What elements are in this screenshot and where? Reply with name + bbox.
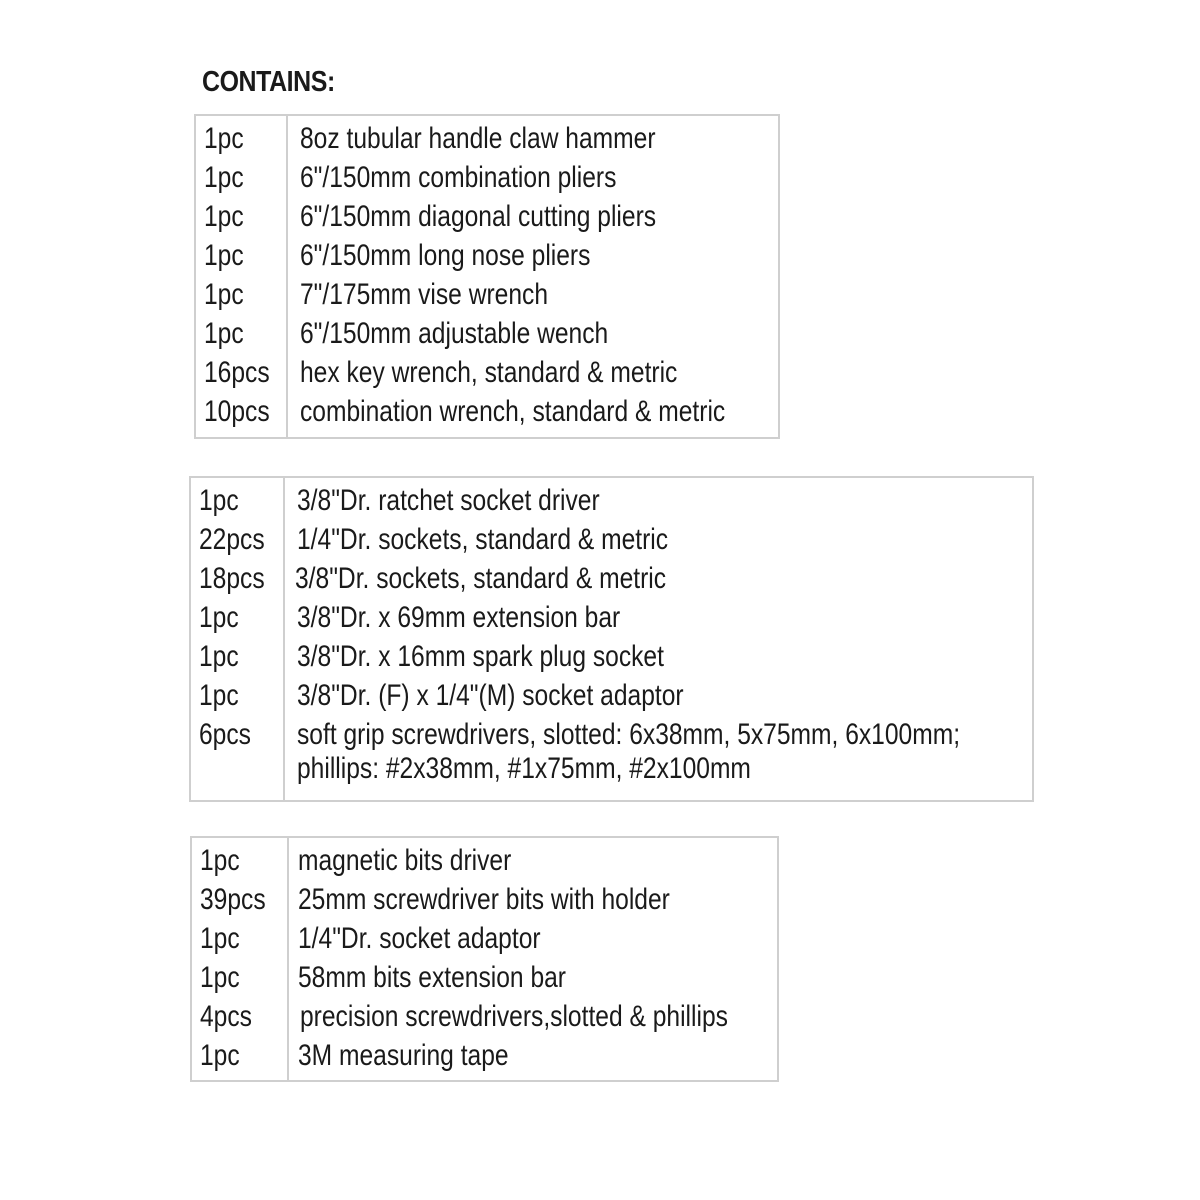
item-description: hex key wrench, standard & metric <box>300 356 678 389</box>
item-description: magnetic bits driver <box>298 844 512 877</box>
item-quantity: 1pc <box>200 961 240 994</box>
contents-table-group-1 <box>194 114 780 439</box>
item-description: 1/4"Dr. sockets, standard & metric <box>297 523 669 556</box>
item-quantity: 1pc <box>199 640 239 673</box>
item-description <box>297 715 960 784</box>
item-quantity: 1pc <box>199 484 239 517</box>
column-divider <box>283 478 285 800</box>
item-quantity: 18pcs <box>199 562 265 595</box>
item-description: 3/8"Dr. x 69mm extension bar <box>297 601 621 634</box>
contains-heading: CONTAINS: <box>202 66 335 98</box>
item-quantity: 10pcs <box>204 395 270 428</box>
item-quantity: 4pcs <box>200 1000 252 1033</box>
item-quantity: 1pc <box>204 278 244 311</box>
item-description: 6"/150mm long nose pliers <box>300 239 591 272</box>
item-description: 3/8"Dr. (F) x 1/4"(M) socket adaptor <box>297 679 684 712</box>
item-description: combination wrench, standard & metric <box>300 395 726 428</box>
item-quantity: 1pc <box>204 317 244 350</box>
item-description: 6"/150mm combination pliers <box>300 161 617 194</box>
contents-table-group-3 <box>190 836 779 1082</box>
item-quantity: 1pc <box>200 844 240 877</box>
item-quantity: 1pc <box>204 161 244 194</box>
item-quantity: 1pc <box>199 601 239 634</box>
item-quantity: 1pc <box>200 1039 240 1072</box>
item-description: 1/4"Dr. socket adaptor <box>298 922 541 955</box>
column-divider <box>286 116 288 437</box>
item-description-line-1: soft grip screwdrivers, slotted: 6x38mm, 5x75mm, 6x100mm; <box>297 718 961 751</box>
item-description: 6"/150mm adjustable wench <box>300 317 609 350</box>
item-quantity: 39pcs <box>200 883 266 916</box>
item-description: 8oz tubular handle claw hammer <box>300 122 656 155</box>
item-quantity: 22pcs <box>199 523 265 556</box>
item-quantity: 1pc <box>200 922 240 955</box>
item-description: precision screwdrivers,slotted & phillips <box>300 1000 728 1033</box>
item-description: 25mm screwdriver bits with holder <box>298 883 670 916</box>
item-description: 3/8"Dr. sockets, standard & metric <box>295 562 667 595</box>
item-description: 3M measuring tape <box>298 1039 509 1072</box>
item-quantity: 1pc <box>199 679 239 712</box>
column-divider <box>287 838 289 1080</box>
item-quantity: 1pc <box>204 122 244 155</box>
item-description: 6"/150mm diagonal cutting pliers <box>300 200 657 233</box>
contents-table-group-2 <box>189 476 1034 802</box>
item-quantity: 1pc <box>204 200 244 233</box>
item-description: 58mm bits extension bar <box>298 961 566 994</box>
item-quantity: 1pc <box>204 239 244 272</box>
item-description: 7"/175mm vise wrench <box>300 278 548 311</box>
item-description-line-2: phillips: #2x38mm, #1x75mm, #2x100mm <box>297 752 751 785</box>
item-description: 3/8"Dr. x 16mm spark plug socket <box>297 640 664 673</box>
item-quantity: 6pcs <box>199 718 251 751</box>
item-quantity: 16pcs <box>204 356 270 389</box>
item-description: 3/8"Dr. ratchet socket driver <box>297 484 600 517</box>
